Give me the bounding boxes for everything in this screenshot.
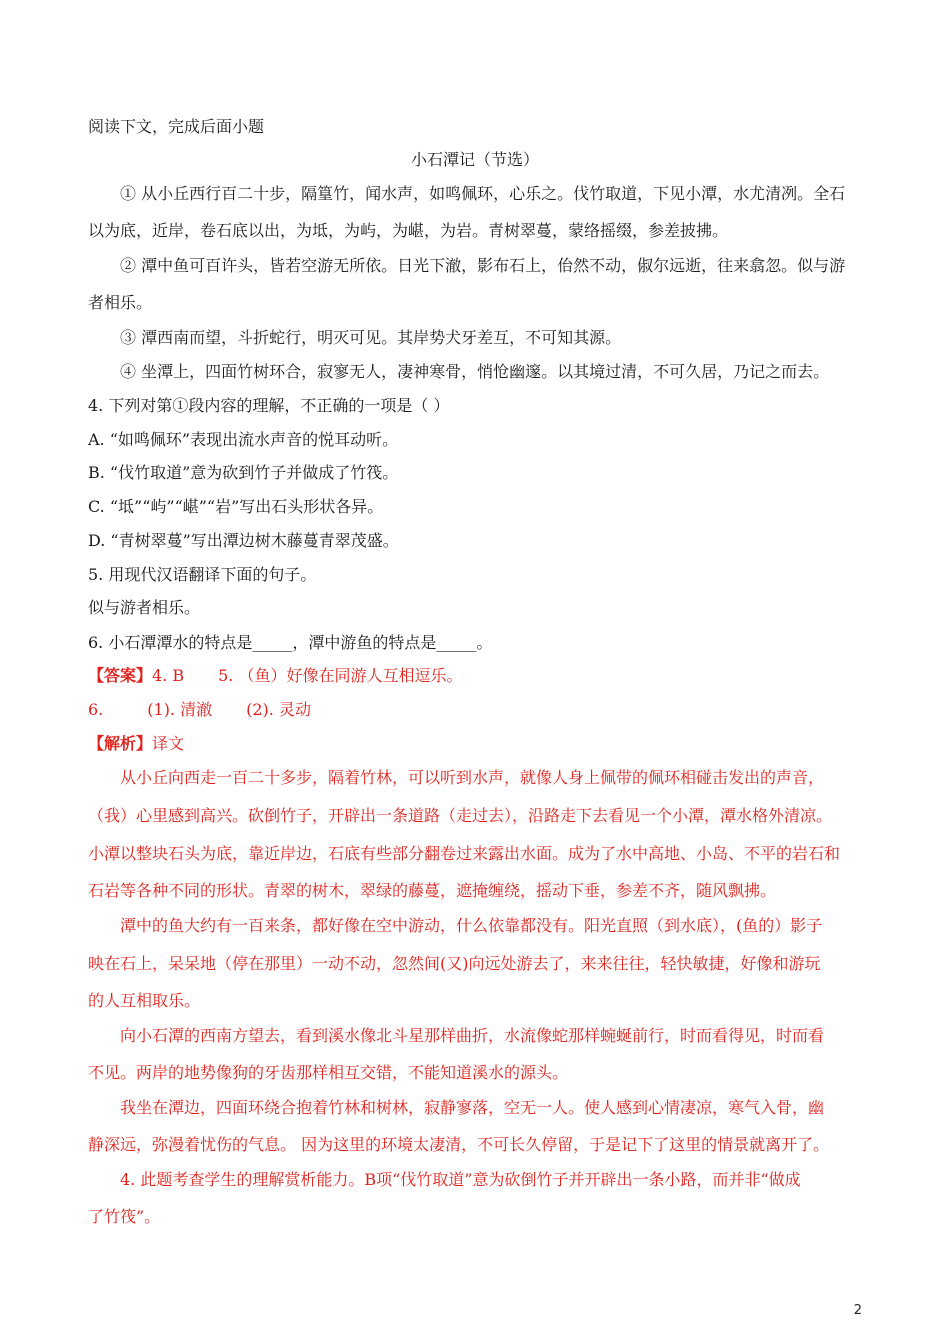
- analysis-line: 小潭以整块石头为底，靠近岸边，石底有些部分翻卷过来露出水面。成为了水中高地、小岛、不平的岩石和: [88, 844, 841, 863]
- analysis-line: 静深远，弥漫着忧伤的气息。 因为这里的环境太凄清，不可长久停留，于是记下了这里的情景就离开了。: [88, 1135, 830, 1154]
- option-a: A. “如鸣佩环”表现出流水声音的悦耳动听。: [88, 430, 399, 449]
- passage-line: 以为底，近岸，卷石底以出，为坻，为屿，为嵁，为岩。青树翠蔓，蒙络摇缀，参差披拂。: [88, 221, 729, 240]
- answer-q6-line: [88, 699, 311, 721]
- answer-q4: 4. B: [152, 666, 185, 685]
- analysis-label: 【解析】: [88, 734, 153, 753]
- option-c: C. “坻”“屿”“嵁”“岩”写出石头形状各异。: [88, 497, 384, 516]
- analysis-heading: [88, 733, 184, 755]
- analysis-line: 石岩等各种不同的形状。青翠的树木，翠绿的藤蔓，遮掩缠绕，摇动下垂，参差不齐，随风飘拂。: [88, 881, 777, 900]
- analysis-line: 不见。两岸的地势像狗的牙齿那样相互交错，不能知道溪水的源头。: [88, 1063, 569, 1082]
- analysis-line: 向小石潭的西南方望去，看到溪水像北斗星那样曲折，水流像蛇那样蜿蜒前行，时而看得见，时而看: [120, 1026, 825, 1045]
- passage-line: ③ 潭西南而望，斗折蛇行，明灭可见。其岸势犬牙差互，不可知其源。: [120, 328, 622, 347]
- answer-label: 【答案】: [88, 666, 153, 685]
- analysis-line: 了竹筏”。: [88, 1207, 161, 1226]
- option-b: B. “伐竹取道”意为砍到竹子并做成了竹筏。: [88, 463, 399, 482]
- question-6: 6. 小石潭潭水的特点是_____，潭中游鱼的特点是_____。: [88, 633, 493, 652]
- page-number: 2: [853, 1303, 862, 1318]
- analysis-line: 映在石上，呆呆地（停在那里）一动不动，忽然间(又)向远处游去了，来来往往，轻快敏捷，好像和游玩: [88, 954, 821, 973]
- answer-q6-a: (1). 清澈: [147, 700, 213, 719]
- option-d: D. “青树翠蔓”写出潭边树木藤蔓青翠茂盛。: [88, 531, 399, 550]
- analysis-line: 从小丘向西走一百二十多步，隔着竹林，可以听到水声，就像人身上佩带的佩环相碰击发出的声音，: [120, 768, 825, 787]
- answer-q6-b: (2). 灵动: [246, 700, 311, 719]
- passage-title: 小石潭记（节选）: [410, 150, 539, 169]
- passage-line: ② 潭中鱼可百许头，皆若空游无所依。日光下澈，影布石上，佁然不动，俶尔远逝，往来翕忽。似与游: [120, 256, 846, 275]
- instruction: 阅读下文，完成后面小题: [88, 117, 265, 136]
- analysis-line: 的人互相取乐。: [88, 991, 201, 1010]
- analysis-line: 我坐在潭边，四面环绕合抱着竹林和树林，寂静寥落，空无一人。使人感到心情凄凉，寒气入骨，幽: [120, 1098, 825, 1117]
- answer-q6-num: 6.: [88, 700, 104, 719]
- passage-line: ④ 坐潭上，四面竹树环合，寂寥无人，凄神寒骨，悄怆幽邃。以其境过清，不可久居，乃记之而去。: [120, 362, 830, 381]
- passage-line: 者相乐。: [88, 293, 153, 312]
- answer-q5: 5. （鱼）好像在同游人互相逗乐。: [218, 666, 463, 685]
- passage-line: ① 从小丘西行百二十步，隔篁竹，闻水声，如鸣佩环，心乐之。伐竹取道，下见小潭，水尤清冽。全石: [120, 184, 846, 203]
- question-5: 5. 用现代汉语翻译下面的句子。: [88, 565, 317, 584]
- question-4: 4. 下列对第①段内容的理解，不正确的一项是（ ）: [88, 396, 450, 415]
- analysis-line: （我）心里感到高兴。砍倒竹子，开辟出一条道路（走过去），沿路走下去看见一个小潭，潭水格外清凉。: [88, 806, 833, 825]
- question-5-sentence: 似与游者相乐。: [88, 598, 201, 617]
- answer-line: [88, 665, 462, 687]
- analysis-line: 4. 此题考查学生的理解赏析能力。B项“伐竹取道”意为砍倒竹子并开辟出一条小路，而并非“做成: [120, 1170, 801, 1189]
- analysis-line: 潭中的鱼大约有一百来条，都好像在空中游动，什么依靠都没有。阳光直照（到水底），(鱼的）影子: [120, 916, 823, 935]
- analysis-sub: 译文: [152, 734, 185, 753]
